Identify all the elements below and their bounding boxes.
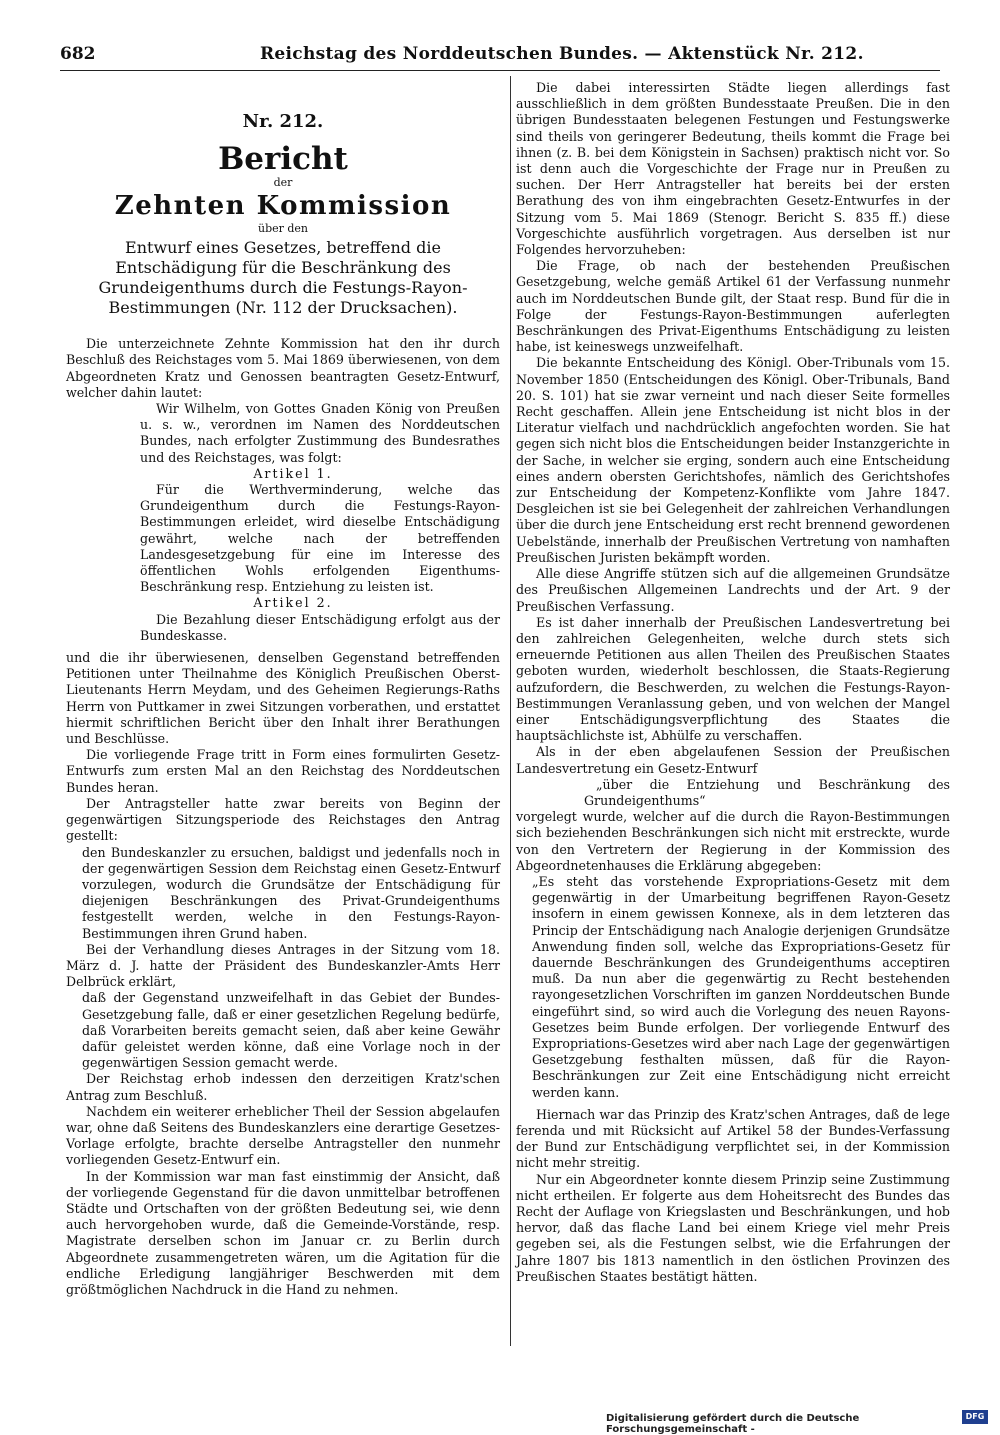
document-number: Nr. 212.	[242, 111, 324, 132]
document-type-heading: Bericht	[218, 141, 348, 178]
dfg-logo: DFG	[962, 1410, 988, 1424]
paragraph: Nachdem ein weiterer erheblicher Theil der Session abgelaufen war, ohne daß Seitens des Bundeskanzlers eine derartige Gesetzes-Vorlage erfolgte, brachte derselbe Antragsteller den nunmehr vorliegenden Gesetz-Entwurf ein.	[66, 1103, 500, 1168]
paragraph: Die Frage, ob nach der bestehenden Preußischen Gesetzgebung, welche gemäß Artikel 61 der Verfassung nunmehr auch im Norddeutschen Bunde gilt, der Staat resp. Bund für die in Folge der Festungs-Rayon-Bestimmungen auferlegten Beschränkungen des Privat-Eigenthums Entschädigung zu leisten habe, ist keineswegs unzweifelhaft.	[516, 258, 950, 355]
paragraph: Der Antragsteller hatte zwar bereits von Beginn der gegenwärtigen Sitzungsperiode des Reichstages den Antrag gestellt:	[66, 795, 500, 844]
paragraph: Es ist daher innerhalb der Preußischen Landesvertretung bei den zahlreichen Gelegenheiten, welche durch stets sich erneuernde Petitionen aus allen Theilen des Preußischen Staates geboten wurden, wiederholt beschlossen, die Staats-Regierung aufzufordern, die Beschwerden, zu welchen die Festungs-Rayon-Bestimmungen Veranlassung geben, und von welchen der Mangel einer Entschädigungsverpflichtung des Staates die hauptsächlichste ist, Abhülfe zu verschaffen.	[516, 614, 950, 744]
article-2-heading: Artikel 2.	[253, 595, 333, 611]
digitization-credit: Digitalisierung gefördert durch die Deutsche Forschungsgemeinschaft -	[606, 1413, 860, 1435]
paragraph: Hiernach war das Prinzip des Kratz'schen Antrages, daß de lege ferenda und mit Rücksicht auf Artikel 58 der Bundes-Verfassung der Bund zur Entschädigung verpflichtet sei, in der Kommission nicht mehr streitig.	[516, 1106, 950, 1171]
paragraph: Als in der eben abgelaufenen Session der Preußischen Landesvertretung ein Gesetz-Entwurf	[516, 744, 950, 776]
article-1-text: Für die Werthverminderung, welche das Grundeigenthum durch die Festungs-Rayon-Bestimmungen erleidet, wird dieselbe Entschädigung gewährt, welche nach der betreffenden Landesgesetzgebung für eine im Interesse des öffentlichen Wohls erfolgenden Eigenthums-Beschränkung resp. Entziehung zu leisten ist.	[140, 482, 500, 595]
right-column	[516, 80, 950, 1285]
quoted-motion: den Bundeskanzler zu ersuchen, baldigst und jedenfalls noch in der gegenwärtigen Session dem Reichstag einen Gesetz-Entwurf vorzulegen, wodurch die Grundsätze der Entschädigung für diejenigen Beschränkungen des Privat-Grundeigenthums festgestellt werden, welche in den Festungs-Rayon-Bestimmungen ihren Grund haben.	[82, 844, 500, 941]
paragraph: Der Reichstag erhob indessen den derzeitigen Kratz'schen Antrag zum Beschluß.	[66, 1071, 500, 1103]
commission-heading: Zehnten Kommission	[114, 191, 452, 222]
quoted-statement: daß der Gegenstand unzweifelhaft in das Gebiet der Bundes-Gesetzgebung falle, daß er einer gesetzlichen Regelung bedürfe, daß Vorarbeiten bereits gemacht seien, daß aber keine Gewähr dafür geleistet werden könne, daß eine Vorlage noch in der gegenwärtigen Session gemacht werde.	[82, 990, 500, 1071]
left-column	[66, 80, 500, 1298]
bill-preamble: Wir Wilhelm, von Gottes Gnaden König von Preußen u. s. w., verordnen im Namen des Norddeutschen Bundes, nach erfolgter Zustimmung des Bundesrathes und des Reichstages, was folgt:	[140, 401, 500, 465]
quoted-declaration: „Es steht das vorstehende Expropriations-Gesetz mit dem gegenwärtig in der Umarbeitung begriffenen Rayon-Gesetz insofern in einem gewissen Konnexe, als in dem letzteren das Princip der Entschädigung nach Analogie derjenigen Grundsätze Anwendung finden soll, welche das Expropriations-Gesetz für dauernde Beschränkungen des Grundeigenthums acceptiren muß. Da nun aber die gegenwärtig zu Recht bestehenden rayongesetzlichen Vorschriften im ganzen Norddeutschen Bunde eingeführt sind, so wird auch die Vorlegung des neuen Rayons-Gesetzes beim Bunde erfolgen. Der vorliegende Entwurf des Expropriations-Gesetzes wird aber nach Lage der gegenwärtigen Gesetzgebung festhalten müssen, daß für die Rayon-Beschränkungen zur Zeit eine Entschädigung nicht erreicht werden kann.	[532, 873, 950, 1100]
article-1-heading: Artikel 1.	[253, 465, 333, 481]
paragraph: Die dabei interessirten Städte liegen allerdings fast ausschließlich in dem größten Bundesstaate Preußen. Die in den übrigen Bundesstaaten belegenen Festungen und Festungswerke sind theils von geringerer Bedeutung, theils kommt die Frage bei ihnen (z. B. bei dem Königstein in Sachsen) praktisch nicht vor. So ist denn auch die Vorgeschichte der Frage nur in Preußen zu suchen. Der Herr Antragsteller hat bereits bei der ersten Berathung des von ihm eingebrachten Gesetz-Entwurfes in der Sitzung vom 5. Mai 1869 (Stenogr. Bericht S. 835 ff.) diese Vorgeschichte ausführlich vorgetragen. Aus derselben ist nur Folgendes hervorzuheben:	[516, 80, 950, 258]
page-number: 682	[60, 44, 96, 64]
running-title: Reichstag des Norddeutschen Bundes. — Aktenstück Nr. 212.	[260, 44, 864, 64]
heading-der: der	[273, 176, 293, 190]
paragraph: und die ihr überwiesenen, denselben Gegenstand betreffenden Petitionen unter Theilnahme des Königlich Preußischen Oberst-Lieutenants Herrn Meydam, und des Geheimen Regierungs-Raths Herrn von Puttkamer in zwei Sitzungen vorberathen, und erstattet hiermit schriftlichen Bericht über den Inhalt ihrer Berathungen und Beschlüsse.	[66, 650, 500, 747]
article-2-text: Die Bezahlung dieser Entschädigung erfolgt aus der Bundeskasse.	[140, 611, 500, 643]
heading-ueber-den: über den	[257, 222, 309, 236]
paragraph: Die bekannte Entscheidung des Königl. Ober-Tribunals vom 15. November 1850 (Entscheidungen des Königl. Ober-Tribunals, Band 20. S. 101) hat sie zwar verneint und nach dieser Seite formelles Recht geschaffen. Allein jene Entscheidung ist nicht blos in der Literatur vielfach und nachdrücklich angefochten worden. Sie hat gegen sich nicht blos die Entscheidungen beider Instanzgerichte in der Sache, in welcher sie erging, sondern auch eine Entscheidung eines andern obersten Gerichtshofes, nämlich des Gerichtshofes zur Entscheidung der Kompetenz-Konflikte vom Jahre 1847. Desgleichen ist sie bei Gelegenheit der zahlreichen Verhandlungen über die durch jene Entscheidung erst recht brennend gewordenen Uebelstände, innerhalb der Preußischen Vertretung von namhaften Preußischen Juristen bekämpft worden.	[516, 355, 950, 565]
paragraph: Die vorliegende Frage tritt in Form eines formulirten Gesetz-Entwurfs zum ersten Mal an den Reichstag des Norddeutschen Bundes heran.	[66, 747, 500, 795]
paragraph: Alle diese Angriffe stützen sich auf die allgemeinen Grundsätze des Preußischen Allgemeinen Landrechts und der Art. 9 der Preußischen Verfassung.	[516, 566, 950, 614]
paragraph: Nur ein Abgeordneter konnte diesem Prinzip seine Zustimmung nicht ertheilen. Er folgerte aus dem Hoheitsrecht des Bundes das Recht der Auflage von Kriegslasten und Beschränkungen, und hob hervor, daß das flache Land bei einem Kriege viel mehr Preis gegeben sei, als die Festungen selbst, wie die Erfahrungen der Jahre 1807 bis 1813 namentlich in den östlichen Provinzen des Preußischen Staates bestätigt hätten.	[516, 1171, 950, 1284]
paragraph: In der Kommission war man fast einstimmig der Ansicht, daß der vorliegende Gegenstand für die davon unmittelbar betroffenen Städte und Ortschaften von der größten Bedeutung sei, wie denn auch hervorgehoben wurde, daß die Gemeinde-Vorstände, resp. Magistrate derselben schon im Januar cr. zu Berlin durch Abgeordnete zusammengetreten wären, um die Agitation für die endliche Erledigung langjähriger Beschwerden mit dem größtmöglichen Nachdruck in die Hand zu nehmen.	[66, 1168, 500, 1297]
paragraph: Die unterzeichnete Zehnte Kommission hat den ihr durch Beschluß des Reichstages vom 5. Mai 1869 überwiesenen, von dem Abgeordneten Kratz und Genossen beantragten Gesetz-Entwurf, welcher dahin lautet:	[66, 336, 500, 400]
paragraph: Bei der Verhandlung dieses Antrages in der Sitzung vom 18. März d. J. hatte der Präsident des Bundeskanzler-Amts Herr Delbrück erklärt,	[66, 941, 500, 990]
document-subject: Entwurf eines Gesetzes, betreffend die Entschädigung für die Beschränkung des Grundeigenthums durch die Festungs-Rayon-Bestimmungen (Nr. 112 der Drucksachen).	[98, 238, 468, 318]
page-header	[60, 44, 940, 71]
column-divider	[510, 76, 511, 1346]
quoted-bill-title: „über die Entziehung und Beschränkung des Grundeigenthums“	[584, 776, 950, 808]
paragraph: vorgelegt wurde, welcher auf die durch die Rayon-Bestimmungen sich beziehenden Beschränkungen sich nicht mit erstreckte, wurde von den Vertretern der Regierung in der Kommission des Abgeordnetenhauses die Erklärung abgegeben:	[516, 809, 950, 873]
